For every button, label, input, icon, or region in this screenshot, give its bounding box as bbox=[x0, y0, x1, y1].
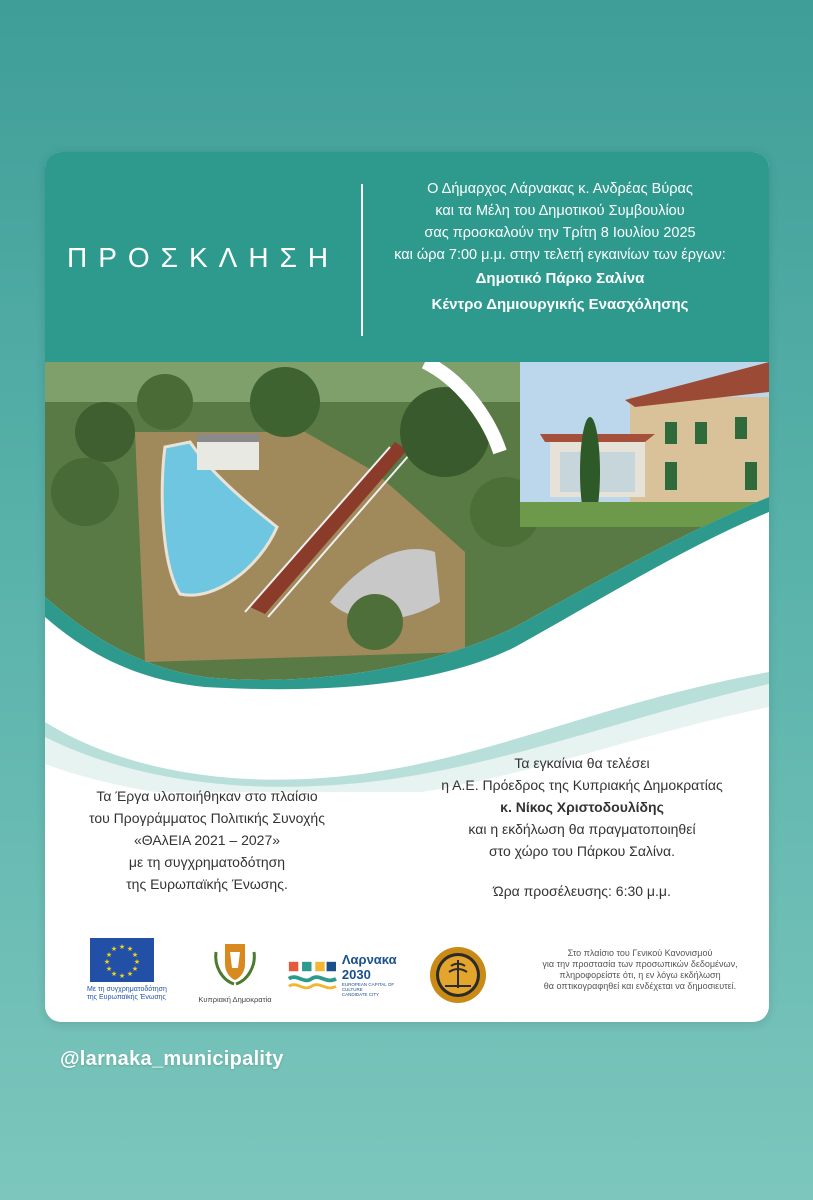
svg-text:★: ★ bbox=[131, 965, 139, 973]
municipality-seal-icon bbox=[429, 946, 487, 1004]
gdpr-line: θα οπτικογραφηθεί και ενδέχεται να δημοσιευτεί. bbox=[543, 981, 737, 991]
svg-text:★: ★ bbox=[133, 958, 141, 966]
svg-text:★: ★ bbox=[126, 945, 134, 953]
ceremony-line: στο χώρο του Πάρκου Σαλίνα. bbox=[488, 843, 676, 859]
program-line: Τα Έργα υλοποιήθηκαν στο πλαίσιο bbox=[96, 788, 318, 804]
invitation-line: σας προσκαλούν την Τρίτη 8 Ιουλίου 2025 bbox=[424, 225, 696, 241]
larnaka-mark-icon bbox=[287, 957, 338, 993]
cyprus-emblem-icon bbox=[210, 938, 260, 986]
cyprus-caption: Κυπριακή Δημοκρατία bbox=[198, 995, 272, 1004]
invitation-line: και ώρα 7:00 μ.μ. στην τελετή εγκαινίων των έργων: bbox=[394, 247, 726, 263]
program-line: «ΘΑλΕΙΑ 2021 – 2027» bbox=[133, 832, 281, 848]
invitation-title: ΠΡΟΣΚΛΗΣΗ bbox=[67, 242, 340, 273]
program-line: της Ευρωπαϊκής Ένωσης. bbox=[126, 876, 288, 892]
gdpr-line: για την προστασία των προσωπικών δεδομένων, bbox=[542, 959, 738, 969]
larnaka-year: 2030 bbox=[341, 967, 371, 982]
svg-text:★: ★ bbox=[126, 970, 134, 978]
svg-text:★: ★ bbox=[105, 965, 113, 973]
invitation-text bbox=[365, 178, 755, 318]
ceremony-line: Τα εγκαίνια θα τελέσει bbox=[514, 755, 650, 771]
gdpr-notice bbox=[515, 948, 765, 992]
gdpr-line: Στο πλαίσιο του Γενικού Κανονισμού bbox=[567, 948, 713, 958]
project-name: Δημοτικό Πάρκο Σαλίνα bbox=[475, 270, 645, 287]
project-name: Κέντρο Δημιουργικής Ενασχόλησης bbox=[431, 296, 689, 313]
sponsor-logos bbox=[45, 932, 769, 1012]
program-line: του Προγράμματος Πολιτικής Συνοχής bbox=[89, 810, 325, 826]
svg-text:★: ★ bbox=[103, 958, 111, 966]
instagram-handle[interactable]: @larnaka_municipality bbox=[60, 1048, 284, 1070]
svg-text:★: ★ bbox=[131, 951, 139, 959]
larnaka-2030-logo bbox=[287, 952, 412, 997]
eu-caption-line: Με τη συγχρηματοδότηση bbox=[87, 986, 167, 993]
larnaka-subtitle: CANDIDATE CITY bbox=[341, 992, 380, 997]
arrival-time: Ώρα προσέλευσης: 6:30 μ.μ. bbox=[493, 883, 671, 899]
svg-text:★: ★ bbox=[110, 945, 118, 953]
svg-text:★: ★ bbox=[110, 970, 118, 978]
larnaka-title: Λαρνακα bbox=[341, 952, 397, 967]
invitation-line: Ο Δήμαρχος Λάρνακας κ. Ανδρέας Βύρας bbox=[427, 181, 693, 197]
larnaka-subtitle: EUROPEAN CAPITAL OF CULTURE bbox=[341, 982, 395, 992]
svg-text:★: ★ bbox=[118, 943, 126, 951]
svg-text:★: ★ bbox=[105, 951, 113, 959]
gdpr-line: πληροφορείστε ότι, η εν λόγω εκδήλωση bbox=[559, 970, 721, 980]
eu-logo bbox=[87, 938, 167, 1002]
svg-text:★: ★ bbox=[118, 972, 126, 980]
invitation-header bbox=[45, 152, 769, 362]
ceremony-text bbox=[417, 752, 747, 902]
invitation-line: και τα Μέλη του Δημοτικού Συμβουλίου bbox=[435, 203, 685, 219]
program-line: με τη συγχρηματοδότηση bbox=[128, 854, 286, 870]
ceremony-line: η Α.Ε. Πρόεδρος της Κυπριακής Δημοκρατίας bbox=[441, 777, 723, 793]
header-divider bbox=[361, 184, 363, 336]
president-name: κ. Νίκος Χριστοδουλίδης bbox=[500, 799, 664, 815]
eu-caption-line: της Ευρωπαϊκής Ένωσης bbox=[87, 994, 166, 1001]
cyprus-logo bbox=[195, 938, 275, 1004]
eu-flag-icon bbox=[90, 938, 154, 982]
invitation-card bbox=[45, 152, 769, 1022]
ceremony-line: και η εκδήλωση θα πραγματοποιηθεί bbox=[468, 821, 696, 837]
eu-caption bbox=[87, 986, 167, 1002]
program-text bbox=[57, 785, 357, 895]
